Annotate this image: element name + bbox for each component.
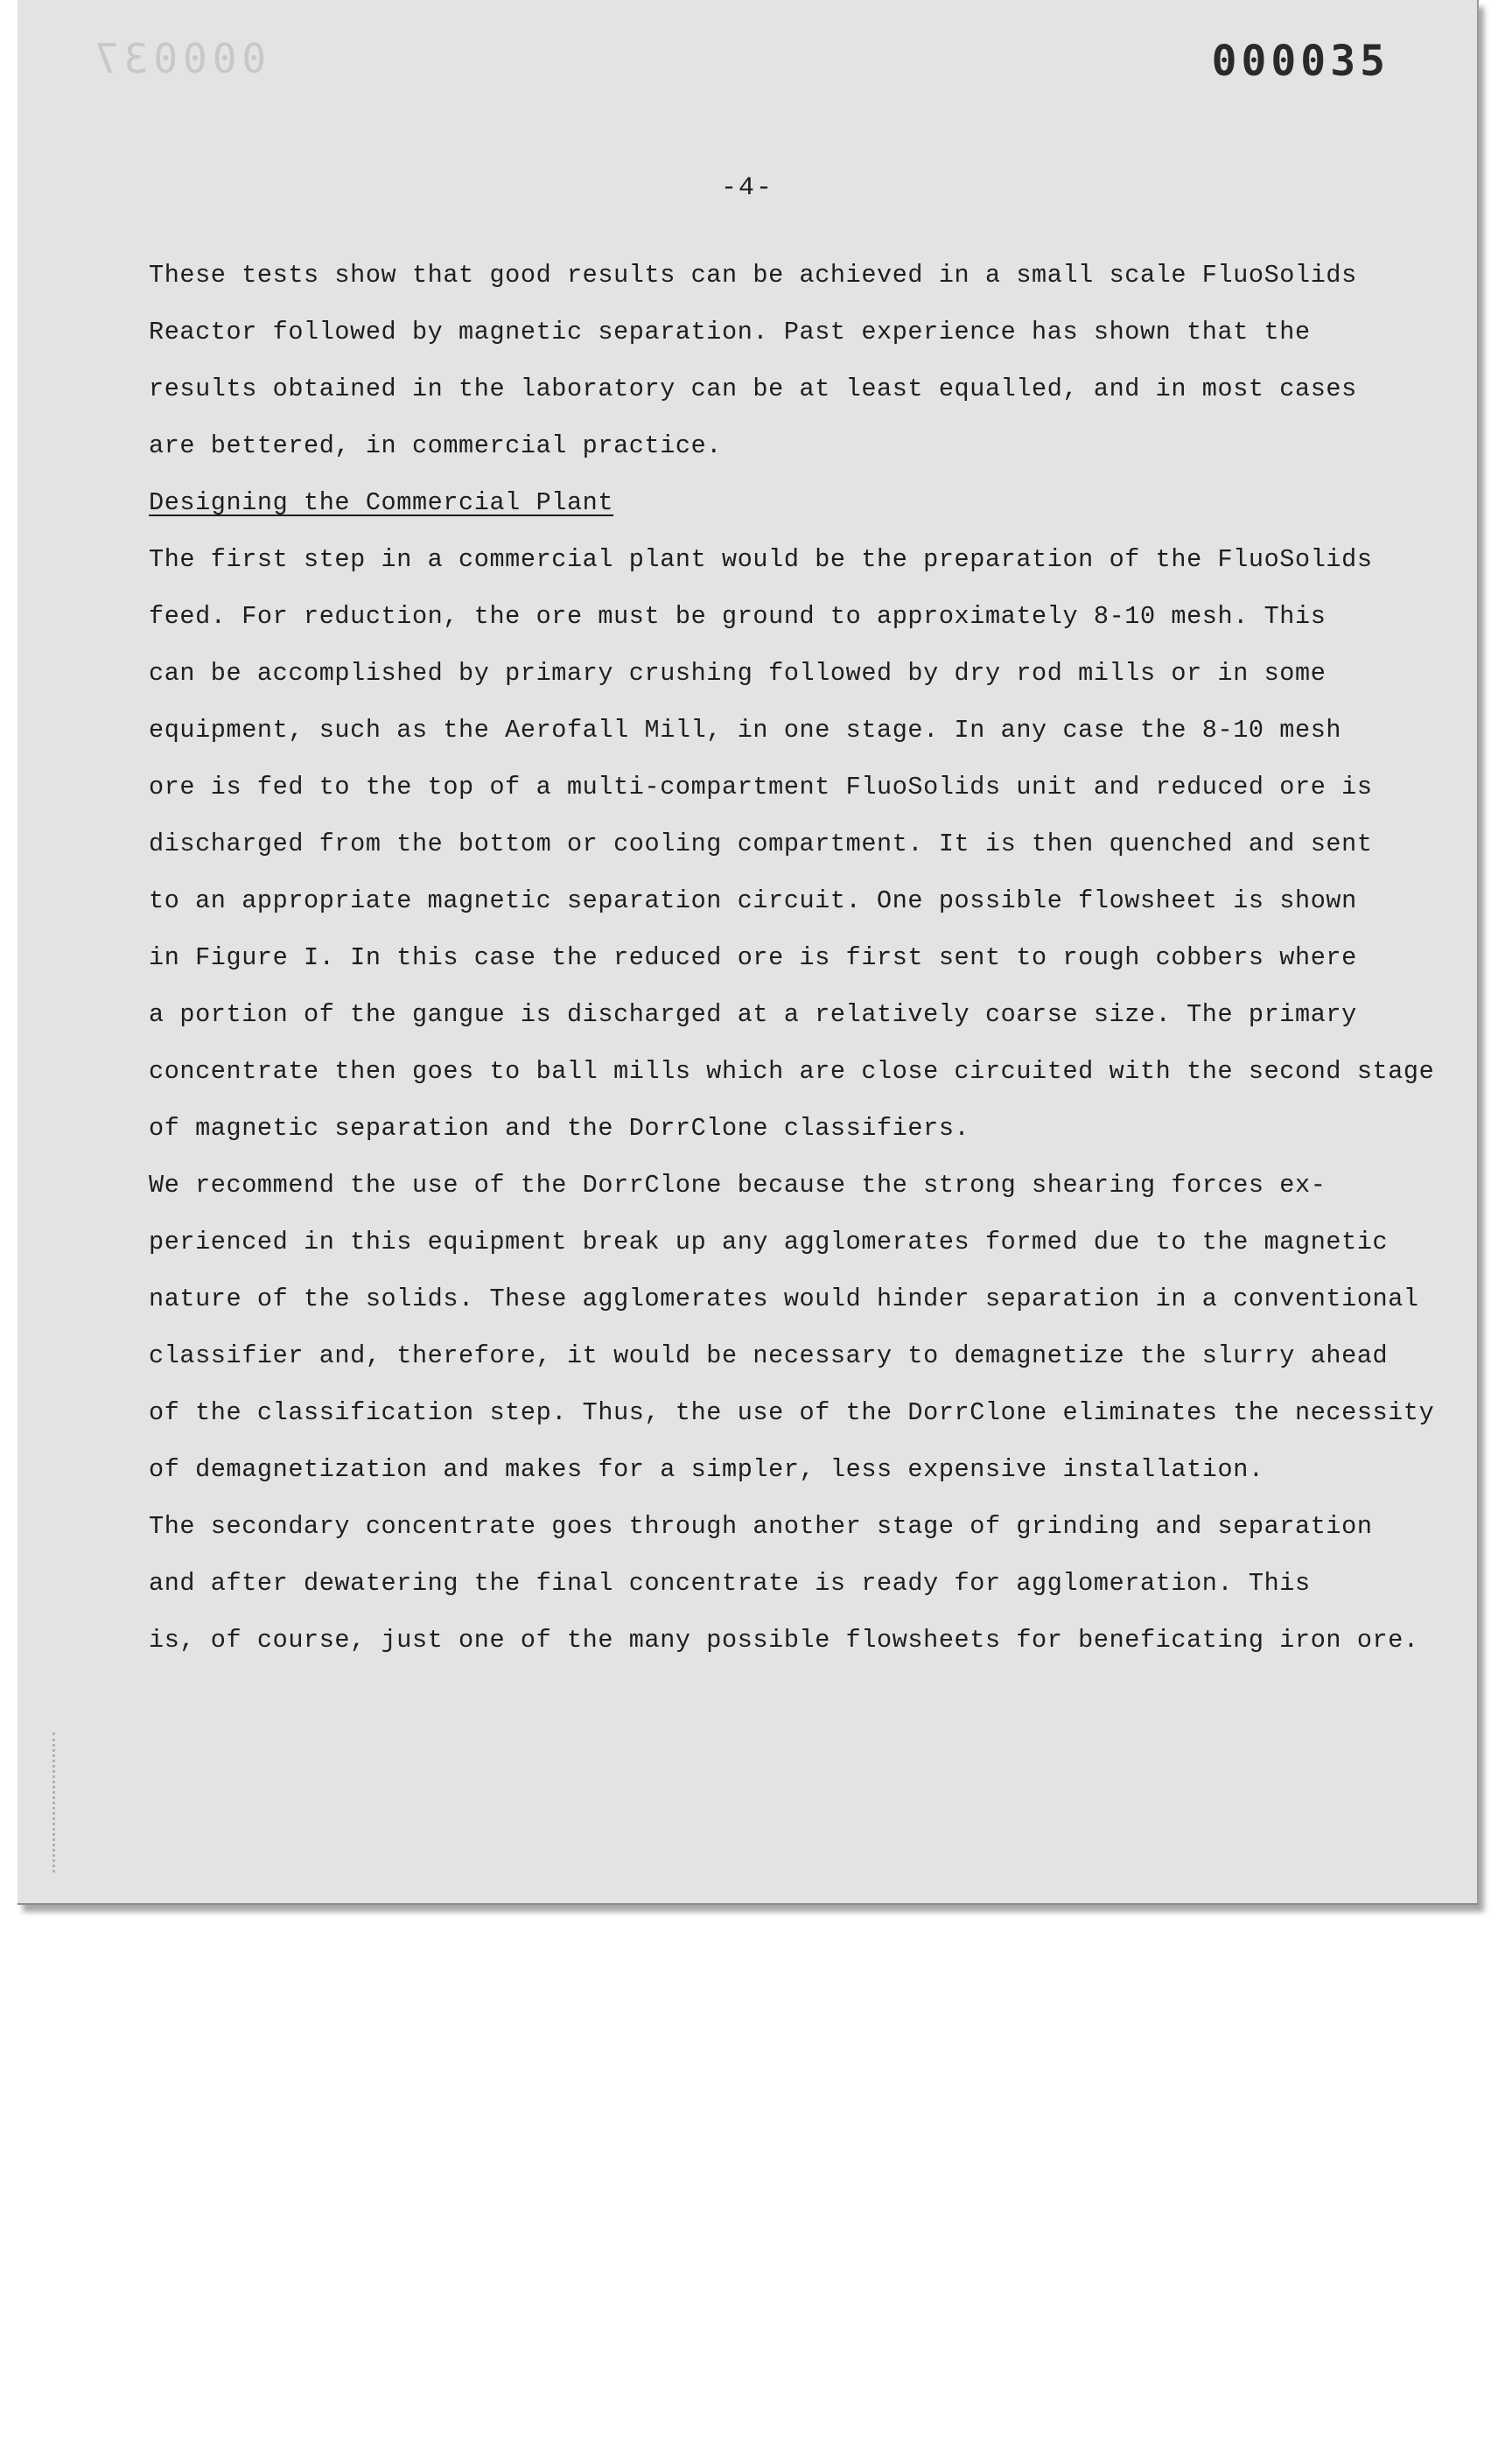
text-line: a portion of the gangue is discharged at a relatively coarse size. The primary [149, 1000, 1357, 1029]
section-heading: Designing the Commercial Plant [149, 488, 614, 517]
paragraph-1 [149, 247, 1391, 474]
text-line: These tests show that good results can be achieved in a small scale FluoSolids [149, 261, 1357, 290]
text-line: discharged from the bottom or cooling compartment. It is then quenched and sent [149, 830, 1373, 858]
text-line: Reactor followed by magnetic separation. Past experience has shown that the [149, 318, 1311, 346]
text-line: concentrate then goes to ball mills which are close circuited with the second stage [149, 1057, 1435, 1086]
text-line: in Figure I. In this case the reduced ore is first sent to rough cobbers where [149, 943, 1357, 972]
text-line: can be accomplished by primary crushing followed by dry rod mills or in some [149, 659, 1326, 688]
text-line: is, of course, just one of the many possible flowsheets for beneficating iron ore. [149, 1626, 1419, 1655]
text-line: are bettered, in commercial practice. [149, 431, 723, 460]
paragraph-4 [149, 1498, 1419, 1669]
bleed-through-number: 000037 [89, 35, 267, 82]
document-stamp-number: 000035 [1211, 37, 1390, 86]
text-line: We recommend the use of the DorrClone because the strong shearing forces ex- [149, 1171, 1326, 1200]
text-line: and after dewatering the final concentrate is ready for agglomeration. This [149, 1569, 1311, 1598]
page-number: -4- [720, 173, 774, 203]
text-line: to an appropriate magnetic separation circuit. One possible flowsheet is shown [149, 886, 1357, 915]
paragraph-2 [149, 531, 1435, 1157]
text-line: feed. For reduction, the ore must be ground to approximately 8-10 mesh. This [149, 602, 1326, 631]
text-line: nature of the solids. These agglomerates would hinder separation in a conventional [149, 1284, 1419, 1313]
text-line: classifier and, therefore, it would be necessary to demagnetize the slurry ahead [149, 1341, 1389, 1370]
text-line: ore is fed to the top of a multi-compartment FluoSolids unit and reduced ore is [149, 773, 1373, 802]
text-line: of the classification step. Thus, the use of the DorrClone eliminates the necessity [149, 1398, 1435, 1427]
text-line: results obtained in the laboratory can be at least equalled, and in most cases [149, 374, 1357, 403]
text-line: equipment, such as the Aerofall Mill, in one stage. In any case the 8-10 mesh [149, 716, 1342, 745]
text-line: of magnetic separation and the DorrClone classifiers. [149, 1114, 970, 1143]
text-line: of demagnetization and makes for a simpler, less expensive installation. [149, 1455, 1264, 1484]
text-line: The secondary concentrate goes through another stage of grinding and separation [149, 1512, 1373, 1541]
text-line: The first step in a commercial plant would be the preparation of the FluoSolids [149, 545, 1373, 574]
document-page [18, 0, 1479, 1905]
text-line: perienced in this equipment break up any agglomerates formed due to the magnetic [149, 1228, 1389, 1256]
binding-mark [52, 1732, 58, 1872]
paragraph-3 [149, 1157, 1435, 1498]
document-body [149, 247, 1435, 1669]
